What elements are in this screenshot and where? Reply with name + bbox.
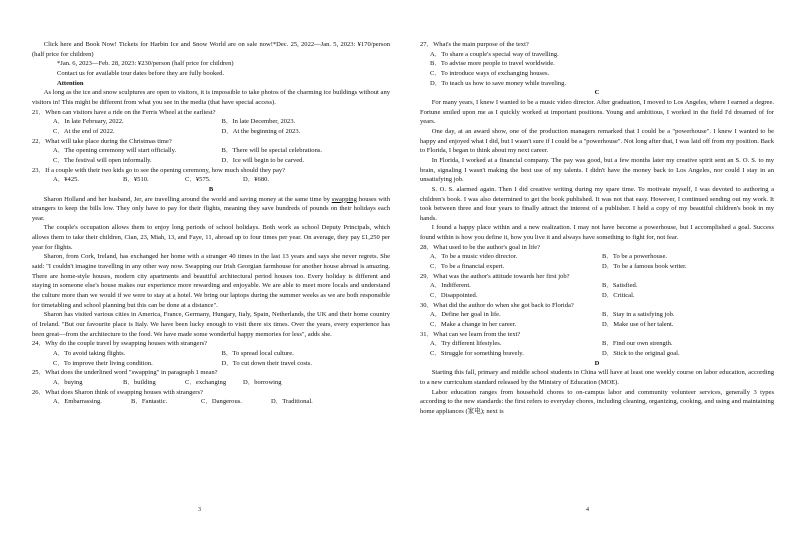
option: C．¥575. (185, 176, 211, 184)
option: D．Ice will begin to be carved. (221, 156, 305, 164)
option: A．¥425. (53, 176, 80, 184)
question-28: 28．What used to be the author's goal in life? (420, 243, 541, 251)
option: C．To introduce ways of exchanging houses. (430, 69, 550, 77)
question-30: 30．What did the author do when she got back to Florida? (420, 301, 574, 309)
option: A．Try different lifestyles. (430, 340, 502, 348)
option: D．To cut down their travel costs. (221, 359, 312, 367)
attention-title: Attention (57, 79, 84, 87)
option: C．The festival will open informally. (53, 156, 152, 164)
question-28-options (420, 252, 774, 271)
option: D．At the beginning of 2023. (221, 127, 301, 135)
ad-line-3: Contact us for available tour dates before they are fully booked. (57, 69, 225, 77)
option: B．¥510. (123, 176, 149, 184)
option: A．Indifferent. (430, 282, 471, 290)
question-22: 22．What will take place during the Christmas time? (32, 137, 172, 145)
question-27: 27．What's the main purpose of the text? (420, 41, 529, 48)
section-b-heading: B (208, 185, 214, 193)
option: D．Traditional. (271, 398, 313, 406)
option: A．The opening ceremony will start officially. (53, 147, 177, 155)
question-24: 24．Why do the couple travel by swapping houses with strangers? (32, 340, 208, 348)
option: C．Dangerous. (201, 398, 242, 406)
option: B．Fantastic. (131, 398, 168, 406)
question-31-options (420, 339, 774, 358)
option: D．Make use of her talent. (602, 321, 674, 329)
question-25-options (32, 378, 390, 388)
option: A．To avoid taking flights. (53, 350, 126, 357)
option: B．To be a powerhouse. (602, 253, 667, 261)
passage-c-paragraph-2: One day, at an award show, one of the production managers remarked that I could be a "powerhouse". I knew I wanted to be happy and enjoyed what I did, but I wasn't sure if I could be a "powerhouse". Not long after that, I was laid off from my position. Back to Florida, I began to think about my next career. (420, 127, 774, 155)
option: B．Stay in a satisfying job. (602, 311, 675, 319)
question-25: 25．What does the underlined word "swapping" in paragraph 1 mean? (32, 369, 218, 377)
question-26-options (32, 397, 390, 407)
question-23: 23．If a couple with their two kids go to see the opening ceremony, how much should they pay? (32, 166, 286, 174)
option: D．¥680. (243, 176, 270, 184)
question-22-options (32, 146, 390, 165)
question-30-options (420, 310, 774, 329)
page-number-right: 4 (586, 507, 589, 513)
question-31: 31．What can we learn from the text? (420, 330, 521, 338)
question-29: 29．What was the author's attitude towards her first job? (420, 272, 570, 280)
option: C．To improve their living condition. (53, 359, 153, 367)
option: B．building (123, 378, 156, 386)
option: D．Stick to the original goal. (602, 350, 680, 357)
option: D．Critical. (602, 292, 635, 300)
page-number-left: 3 (198, 507, 201, 513)
option: B．To spread local culture. (221, 350, 294, 357)
ad-line-1: Click here and Book Now! Tickets for Harbin Ice and Snow World are on sale now!*Dec. 25, 2022—Jan. 5, 2023: ¥170/person (half price for children) (32, 41, 390, 58)
question-26: 26．What does Sharon think of swapping houses with strangers? (32, 388, 203, 396)
option: A．Define her goal in life. (430, 311, 501, 319)
option: C．Make a change in her career. (430, 321, 517, 329)
question-21-options (32, 117, 390, 136)
underlined-word: swapping (331, 195, 357, 203)
passage-c-paragraph-3: In Florida, I worked at a financial company. The pay was good, but a few months later my creative spirit sent an S. O. S. to my brain, signaling I wasn't making the best use of my talents. I didn't have the money back to Los Angeles, nor could I stay in an unsatisfying job. (420, 156, 774, 184)
option: B．Satisfied. (602, 282, 638, 290)
passage-b-paragraph-4: Sharon has visited various cities in America, France, Germany, Hungary, Italy, Spain, Netherlands, the UK and their home country of Ireland. "But our favourite place is Italy. We have been lucky enough to visit there six times. Over the years, every experience has been great—from the architecture to the food. We have made some wonderful happy memories for less", adds she. (32, 311, 390, 338)
option: A．In late February, 2022. (53, 118, 124, 126)
passage-b-paragraph-3: Sharon, from Cork, Ireland, has exchanged her home with a stranger 40 times in the last 13 years and says she never regrets. She said: "I couldn't imagine travelling in any other way now. Swapping our Irish Georgian farmhouse for another house abroad is amazing. There are home-style houses, modern city apartments and beautiful architectural period houses too. Every holiday is different and staying in someone else's house makes our experience more rewarding and enjoyable. We are able to meet more locals and understand the culture more than we would if we were to stay at a hotel. We bring our laptops during the summer weeks as we are both responsible for timetabling and school planning but this can be done at a distance". (32, 253, 390, 309)
passage-b-paragraph-2: The couple's occupation allows them to enjoy long periods of school holidays. Both work as school Deputy Principals, which allows them to take their children, Cian, 23, Miah, 13, and Faye, 11, abroad up to four times per year. On average, they pay £1,250 per year for flights. (32, 224, 390, 251)
section-c-heading: C (594, 89, 600, 97)
option: B．There will be special celebrations. (221, 147, 323, 155)
option: C．At the end of 2022. (53, 127, 115, 135)
passage-c-paragraph-4: S. O. S. alarmed again. Then I did creative writing during my spare time. To motivate myself, I was devoted to authoring a children's book. I was also determined to get the book published. It was not that easy. However, I continued sending out my work. It took between three and four years to finally attract the interest of a publisher. I held a copy of my beautiful children's book in my hands. (420, 185, 774, 222)
ad-line-2: *Jan. 6, 2023—Feb. 28, 2023: ¥230/person (half price for children) (57, 60, 234, 68)
question-27-options (420, 50, 774, 89)
option: B．To advise more people to travel worldwide. (430, 60, 555, 68)
question-29-options (420, 281, 774, 300)
option: D．To teach us how to save money while traveling. (430, 79, 567, 87)
option: A．To be a music video director. (430, 253, 518, 261)
option: A．Embarrassing. (53, 398, 102, 406)
option: C．Disappointed. (430, 292, 478, 300)
question-21: 21．When can visitors have a ride on the Ferris Wheel at the earliest? (32, 108, 216, 116)
option: C．exchanging (185, 378, 227, 386)
option: B．In late December, 2023. (221, 118, 296, 126)
option: D．borrowing (243, 378, 282, 386)
left-column (32, 40, 390, 407)
section-d-heading: D (594, 359, 600, 367)
option: C．To be a financial expert. (430, 263, 505, 271)
passage-c-paragraph-1: For many years, I knew I wanted to be a music video director. After graduation, I moved to Los Angeles, where I earned a degree. Fortune smiled upon me as I quickly worked at important positions. Young and ambitious, I worked in the field I'd dreamed of for years. (420, 98, 774, 126)
option: C．Struggle for something bravely. (430, 350, 524, 357)
passage-d-paragraph-2: Labor education ranges from household chores to on-campus labor and community volunteer services, generally 3 types according to the new standards: the first refers to everyday chores, including cleaning, organizing, cooking, and using and maintaining home appliances (家电); next is (420, 388, 774, 415)
option: B．Find our own strength. (602, 340, 673, 348)
question-23-options (32, 175, 390, 185)
attention-text: As long as the ice and snow sculptures are open to visitors, it is impossible to take photos of the charming ice buildings without any visitors in! This might be different from what you see in the media (that have special access). (32, 89, 390, 106)
right-column (420, 40, 774, 417)
passage-b-paragraph-1: Sharon Holland and her husband, Jer, are travelling around the world and saving money at the same time by swapping houses with strangers to keep the bills low. They only have to pay for their flights, meaning they save hundreds of pounds on their holidays each year. (32, 195, 390, 222)
option: A．To share a couple's special way of travelling. (430, 50, 559, 58)
passage-d-paragraph-1: Starting this fall, primary and middle school students in China will have at least one weekly course on labor education, according to a new curriculum standard released by the Ministry of Education (MOE). (420, 369, 774, 386)
option: D．To be a famous book writer. (602, 263, 687, 271)
option: A．buying (53, 378, 83, 386)
question-24-options (32, 349, 390, 368)
passage-c-paragraph-5: I found a happy place within and a new realization. I may not have become a powerhouse, but I accomplished a goal. Success found within is how you define it, how you live it and always have something to fight for, not fear. (420, 224, 774, 242)
